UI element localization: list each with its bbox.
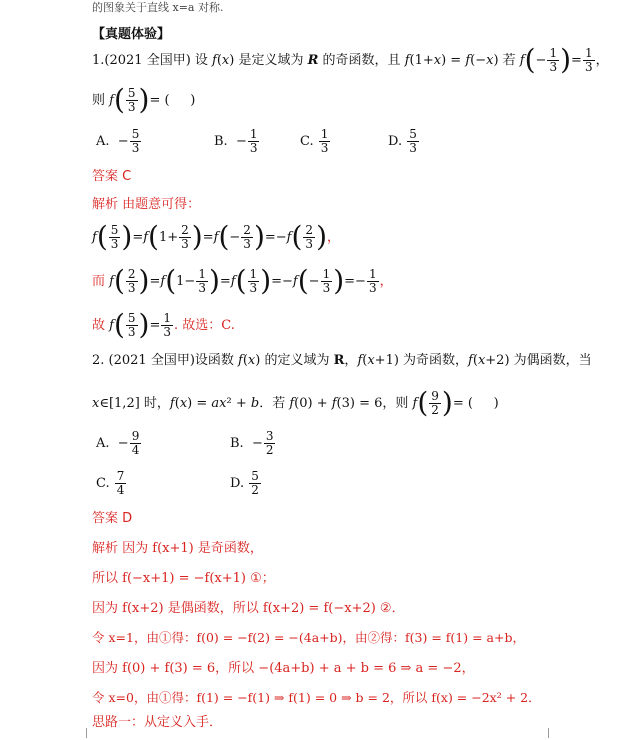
page-corner-mark bbox=[548, 728, 559, 738]
q2-analysis-line: 令 x=0，由①得：f(1) = −f(1) ⇒ f(1) = 0 ⇒ b = 2，所以 f(x) = −2x² + 2． bbox=[92, 690, 541, 705]
q1-step-1: f ( $\frac{5}{3}$ ) =f ( 1+ $\frac{2}{3}$ ) =f ( − $\frac{2}{3}$ ) =−f ( $\frac{2}{3}$ ) ， bbox=[92, 220, 341, 253]
intro-line: 的图象关于直线 x=a 对称. bbox=[92, 1, 224, 14]
q2-answer: 答案 D bbox=[92, 511, 133, 526]
q2-analysis-line: 因为 f(x+2) 是偶函数，所以 f(x+2) = f(−x+2) ②． bbox=[92, 601, 405, 616]
q1-analysis-label: 解析 由题意可得： bbox=[92, 197, 201, 212]
q1-step-3: 故 f ( $\frac{5}{3}$ ) = $\frac{1}{3}$ . 故选：C. bbox=[92, 308, 235, 341]
q1-option-d: D. $\frac{5}{3}$ bbox=[388, 127, 417, 155]
q2-option-a: A. − $\frac{9}{4}$ bbox=[96, 429, 140, 457]
q1-option-c: C. $\frac{1}{3}$ bbox=[300, 127, 329, 155]
section-title: 【真题体验】 bbox=[92, 27, 171, 42]
q1-option-a: A. − $\frac{5}{3}$ bbox=[96, 127, 140, 155]
q1-stem-line-2: 则 f ( $\frac{5}{3}$ ) = ( ) bbox=[92, 83, 196, 116]
q1-stem-line-1: 1.(2021 全国甲) 设 f(x) 是定义域为 R 的奇函数，且 f(1+x) = f(−x) 若 f ( − $\frac{1}{3}$ ) = $\frac{1}{3}$ ， bbox=[92, 43, 609, 76]
q1-step-2: 而 f ( $\frac{2}{3}$ ) =f ( 1− $\frac{1}{3}$ ) =f ( $\frac{1}{3}$ ) =−f ( − $\frac{1}{3}$ ) =− $\frac{1}{3}$ ， bbox=[92, 264, 393, 297]
q2-analysis-line: 所以 f(−x+1) = −f(x+1) ①； bbox=[92, 571, 275, 586]
q1-answer: 答案 C bbox=[92, 169, 132, 184]
q2-option-b: B. − $\frac{3}{2}$ bbox=[230, 429, 274, 457]
q1-option-b: B. − $\frac{1}{3}$ bbox=[214, 127, 258, 155]
q2-stem-line-1: 2. (2021 全国甲)设函数 f(x) 的定义域为 R，f(x+1) 为奇函数，f(x+2) 为偶函数，当 bbox=[92, 353, 592, 368]
q2-analysis-line: 因为 f(0) + f(3) = 6，所以 −(4a+b) + a + b = 6 ⇒ a = −2， bbox=[92, 661, 475, 676]
q2-option-d: D. $\frac{5}{2}$ bbox=[230, 469, 259, 497]
q2-analysis-line: 思路一：从定义入手． bbox=[92, 715, 223, 730]
q2-analysis-line: 令 x=1，由①得：f(0) = −f(2) = −(4a+b)，由②得：f(3) = f(1) = a+b， bbox=[92, 630, 525, 645]
q2-option-c: C. $\frac{7}{4}$ bbox=[96, 469, 125, 497]
q2-analysis-line: 解析 因为 f(x+1) 是奇函数， bbox=[92, 541, 263, 556]
page-corner-mark bbox=[76, 728, 87, 738]
q2-stem-line-2: x∈[1,2] 时，f(x) = ax² + b．若 f(0) + f(3) = 6，则 f ( $\frac{9}{2}$ ) = ( ) bbox=[92, 386, 499, 419]
